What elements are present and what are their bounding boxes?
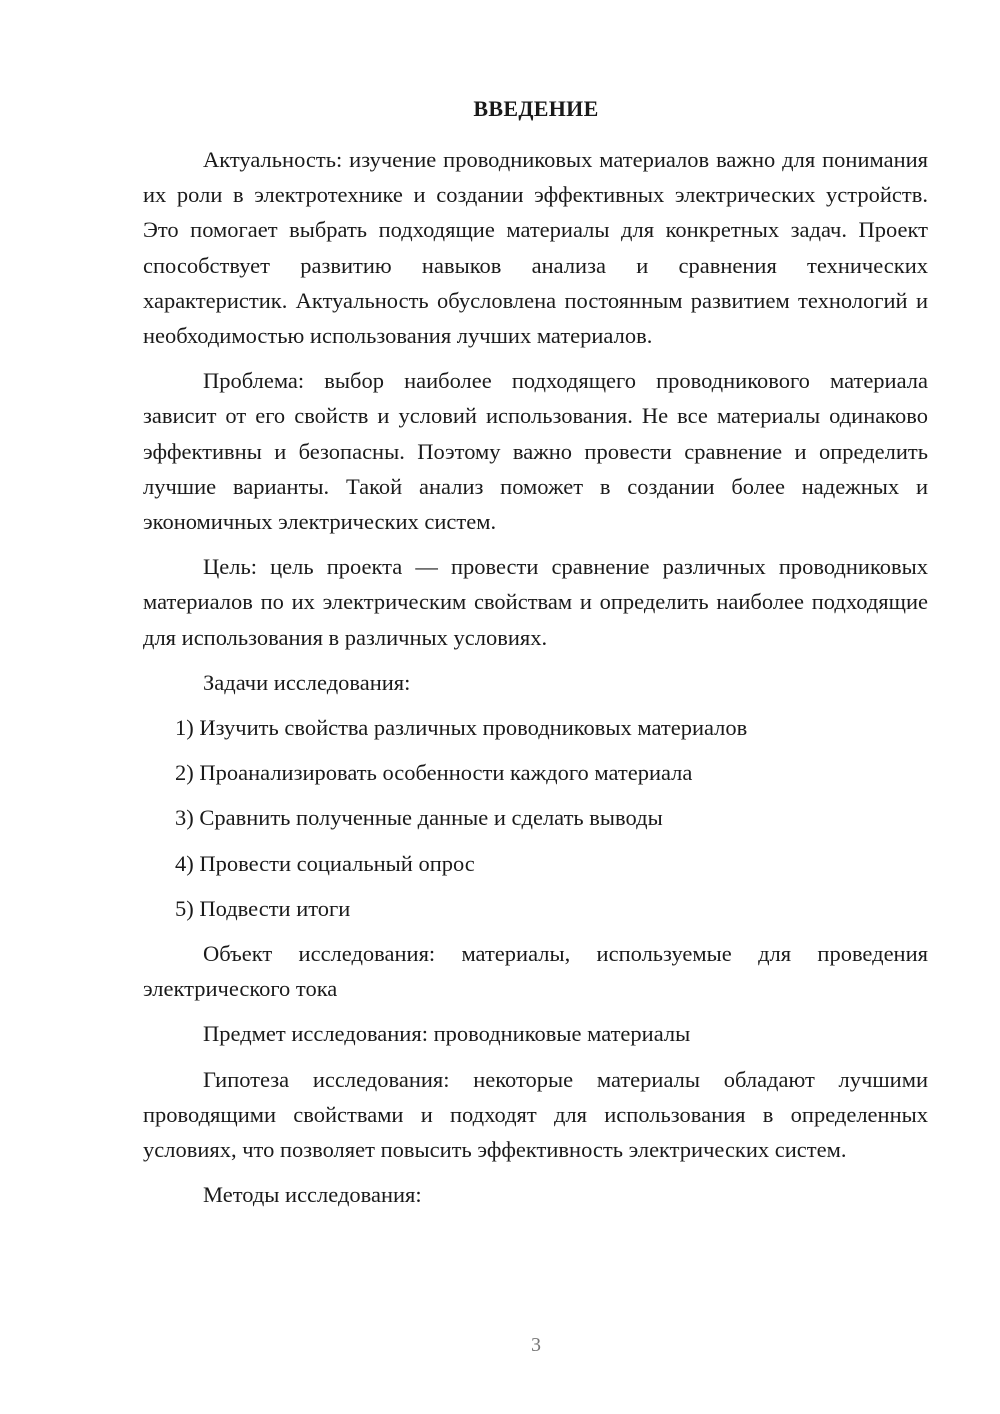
body-text	[143, 142, 928, 1222]
list-item: 1) Изучить свойства различных проводниковых материалов	[175, 715, 748, 741]
paragraph-problem: Проблема: выбор наиболее подходящего проводникового материала зависит от его свойств и условий использования. Не все материалы одинаково эффективны и безопасны. Поэтому важно провести сравнение и определить лучшие варианты. Такой анализ поможет в создании более надежных и экономичных электрических систем.	[143, 368, 928, 535]
list-item: 4) Провести социальный опрос	[175, 850, 475, 876]
list-item: 5) Подвести итоги	[175, 895, 351, 921]
section-title: ВВЕДЕНИЕ	[473, 96, 599, 121]
paragraph-goal: Цель: цель проекта — провести сравнение различных проводниковых материалов по их электрическим свойствам и определить наиболее подходящие для использования в различных условиях.	[143, 554, 928, 650]
tasks-list	[143, 710, 928, 926]
paragraph-hypothesis: Гипотеза исследования: некоторые материалы обладают лучшими проводящими свойствами и подходят для использования в определенных условиях, что позволяет повысить эффективность электрических систем.	[143, 1066, 928, 1163]
paragraph-relevance: Актуальность: изучение проводниковых материалов важно для понимания их роли в электротехнике и создании эффективных электрических устройств. Это помогает выбрать подходящие материалы для конкретных задач. Проект способствует развитию навыков анализа и сравнения технических характеристик. Актуальность обусловлена постоянным развитием технологий и необходимостью использования лучших материалов.	[143, 147, 928, 349]
list-item: 2) Проанализировать особенности каждого материала	[175, 760, 693, 786]
paragraph-subject: Предмет исследования: проводниковые материалы	[203, 1021, 691, 1047]
page-number: 3	[531, 1334, 541, 1356]
paragraph-tasks-heading: Задачи исследования:	[203, 669, 411, 695]
paragraph-methods: Методы исследования:	[203, 1182, 422, 1208]
paragraph-object: Объект исследования: материалы, используемые для проведения электрического тока	[143, 941, 928, 1002]
list-item: 3) Сравнить полученные данные и сделать выводы	[175, 805, 663, 831]
